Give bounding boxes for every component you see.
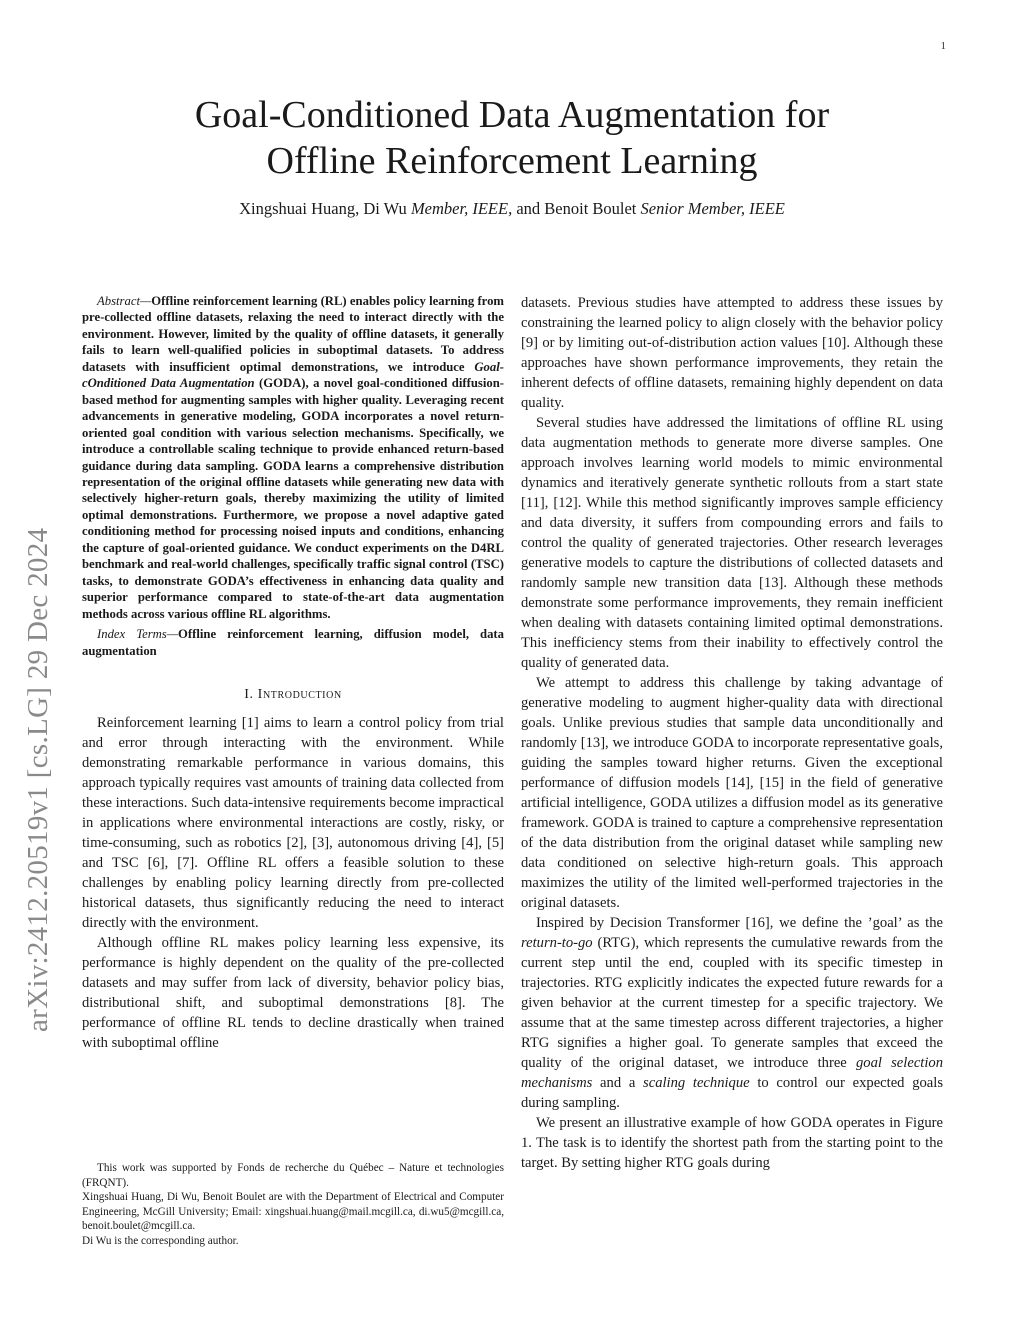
- title-line-2: Offline Reinforcement Learning: [266, 140, 758, 182]
- author-role-2: Senior Member, IEEE: [640, 199, 785, 218]
- author-names-1: Xingshuai Huang, Di Wu: [239, 199, 411, 218]
- intro-paragraph-1: Reinforcement learning [1] aims to learn a control policy from trial and error through interacting with the environment. While demonstrating remarkable performance in various domains, this approach typically requires vast amounts of training data collected from these interactions. Such data-intensive requirements become impractical in applications where environmental interactions are costly, risky, or time-consuming, such as robotics [2], [3], autonomous driving [4], [5] and TSC [6], [7]. Offline RL offers a feasible solution to these challenges by enabling policy learning directly from pre-collected historical datasets, thus significantly reducing the need to interact directly with the environment.: [82, 714, 504, 931]
- title-line-1: Goal-Conditioned Data Augmentation for: [194, 94, 830, 136]
- rtg-term: return-to-go: [521, 935, 593, 951]
- footnote-corresponding: Di Wu is the corresponding author.: [82, 1234, 239, 1247]
- left-column: [82, 293, 504, 1053]
- footnote-funding: This work was supported by Fonds de recherche du Québec – Nature et technologies (FRQNT).: [82, 1162, 504, 1189]
- right-paragraph-1: datasets. Previous studies have attempted to address these issues by constraining the learned policy to align closely with the behavior policy [9] or by limiting out-of-distribution action values [10]. Although these approaches have shown performance improvements, they retain the inherent defects of offline datasets, remaining highly dependent on data quality.: [521, 295, 943, 411]
- index-terms: [82, 626, 504, 659]
- page-number: 1: [940, 40, 946, 52]
- right-paragraph-4: [521, 913, 943, 1113]
- right-paragraph-5: We present an illustrative example of how GODA operates in Figure 1. The task is to identify the shortest path from the starting point to the target. By setting higher RTG goals during: [521, 1115, 943, 1171]
- right-paragraph-4-c: and a: [592, 1075, 644, 1091]
- index-terms-lead: Index Terms—: [97, 627, 179, 642]
- footnotes: [82, 1161, 504, 1249]
- abstract-text-1: Offline reinforcement learning (RL) enables policy learning from pre-collected offline datasets, relaxing the need to interact directly with the environment. However, limited by the quality of offline datasets, it generally fails to learn well-qualified policies in suboptimal datasets. To address datasets with insufficient optimal demonstrations, we introduce: [82, 294, 504, 374]
- right-paragraph-4-a: Inspired by Decision Transformer [16], we define the ’goal’ as the: [536, 915, 943, 931]
- right-paragraph-3: We attempt to address this challenge by taking advantage of generative modeling to augment higher-quality data with directional goals. Unlike previous studies that sample data unconditionally and randomly [13], we introduce GODA to incorporate representative goals, guiding the samples toward higher returns. Given the exceptional performance of diffusion models [14], [15] in the field of generative artificial intelligence, GODA utilizes a diffusion model as its generative framework. GODA is trained to capture a comprehensive representation of the data distribution from the original dataset while sampling new data conditioned on selective high-return goals. This approach maximizes the utility of the limited well-performed trajectories in the original datasets.: [521, 675, 943, 911]
- scaling-technique-term: scaling technique: [643, 1075, 750, 1091]
- author-names-2: and Benoit Boulet: [512, 199, 641, 218]
- arxiv-identifier: arXiv:2412.20519v1 [cs.LG] 29 Dec 2024: [22, 527, 54, 1032]
- abstract: [82, 293, 504, 622]
- abstract-goda-name: Goal-cOnditioned Data Augmentation: [82, 359, 504, 391]
- author-list: [80, 199, 944, 219]
- author-role-1: Member, IEEE,: [410, 199, 513, 218]
- right-paragraph-4-d: to control our expected goals during sampling.: [521, 1075, 943, 1111]
- footnote-affiliation: Xingshuai Huang, Di Wu, Benoit Boulet are with the Department of Electrical and Computer Engineering, McGill University; Email: xingshuai.huang@mail.mcgill.ca, di.wu5@mcgill.ca, benoit.boulet@mcgill.ca.: [82, 1191, 504, 1233]
- intro-paragraph-2: Although offline RL makes policy learning less expensive, its performance is highly dependent on the quality of the pre-collected datasets and may suffer from lack of diversity, behavior policy bias, distributional shift, and suboptimal demonstrations [8]. The performance of offline RL tends to decline drastically when trained with suboptimal offline: [82, 934, 504, 1051]
- right-column: [521, 293, 943, 1173]
- right-paragraph-4-b: (RTG), which represents the cumulative rewards from the current step until the end, coupled with its specific timestep in trajectories. RTG explicitly indicates the expected future rewards for a given behavior at the current timestep for a specific trajectory. We assume that at the same timestep across different trajectories, a higher RTG signifies a higher goal. To generate samples that exceed the quality of the original dataset, we introduce three: [521, 935, 943, 1071]
- goal-selection-term: goal selection mechanisms: [521, 1055, 943, 1091]
- abstract-text-2: (GODA), a novel goal-conditioned diffusion-based method for augmenting samples with higher quality. Leveraging recent advancements in generative modeling, GODA incorporates a novel return-oriented goal condition with various selection mechanisms. Specifically, we introduce a controllable scaling technique to provide enhanced return-based guidance during data sampling. GODA learns a comprehensive distribution representation of the original offline datasets while generating new data with selectively higher-return goals, thereby maximizing the utility of limited optimal demonstrations. Furthermore, we propose a novel adaptive gated conditioning method for processing noised inputs and conditions, enhancing the capture of goal-oriented guidance. We conduct experiments on the D4RL benchmark and real-world challenges, specifically traffic signal control (TSC) tasks, to demonstrate GODA’s effectiveness in enhancing data quality and superior performance compared to state-of-the-art data augmentation methods across various offline RL algorithms.: [82, 376, 504, 621]
- index-terms-text: Offline reinforcement learning, diffusion model, data augmentation: [82, 627, 504, 658]
- abstract-lead: Abstract—: [97, 294, 152, 308]
- paper-title: [80, 92, 944, 184]
- right-paragraph-2: Several studies have addressed the limitations of offline RL using data augmentation methods to generate more diverse samples. One approach involves learning world models to mimic environmental dynamics and iteratively generate synthetic rollouts from a start state [11], [12]. While this method significantly improves sample efficiency and data diversity, it suffers from compounding errors and fails to control the quality of generated trajectories. Other research leverages generative models to capture the distributions of collected datasets and randomly sample new transition data [13]. Although these methods demonstrate some performance improvements, they remain inefficient when dealing with datasets containing limited optimal demonstrations. This inefficiency stems from their inability to effectively control the quality of generated data.: [521, 415, 943, 671]
- section-heading-introduction: I. Introduction: [244, 686, 342, 702]
